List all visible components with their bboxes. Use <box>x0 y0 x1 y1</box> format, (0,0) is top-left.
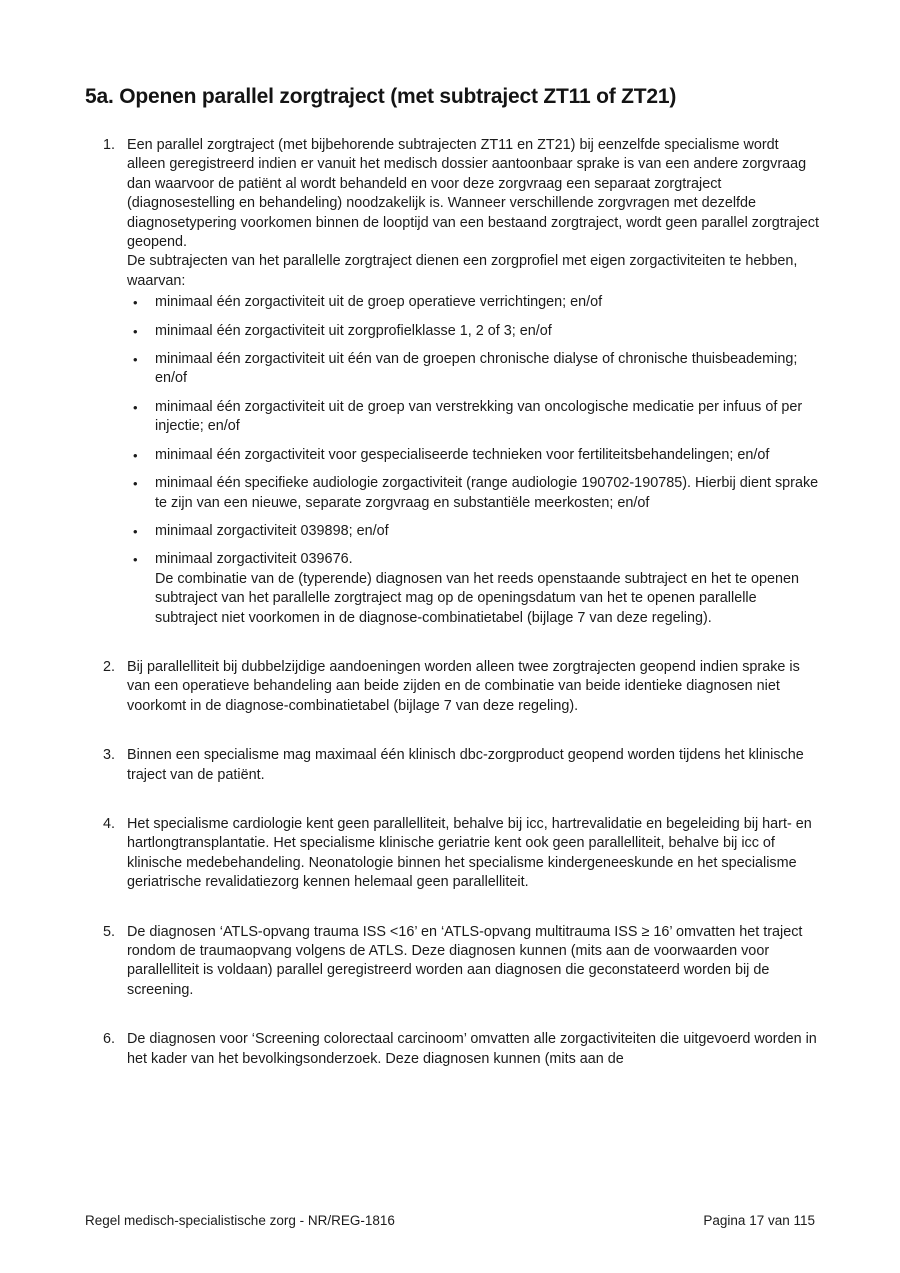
bullet-text: minimaal één zorgactiviteit uit de groep operatieve verrichtingen; en/of <box>155 294 603 311</box>
bullet-text: minimaal zorgactiviteit 039676. <box>155 551 353 568</box>
bullet-text: minimaal zorgactiviteit 039898; en/of <box>155 522 389 539</box>
list-item-5 <box>103 923 820 1001</box>
list-item-2 <box>103 658 820 716</box>
item-paragraph: De diagnosen ‘ATLS-opvang trauma ISS <16’ en ‘ATLS-opvang multitrauma ISS ≥ 16’ omvatten het traject rondom de traumaopvang volgens de ATLS. Deze diagnosen kunnen (mits aan de voorwaarden voor parallelliteit is voldaan) parallel geregistreerd worden aan diagnosen die geconstateerd worden bij de screening. <box>127 923 803 998</box>
bullet-item <box>127 522 820 541</box>
list-item-6 <box>103 1030 820 1069</box>
item-body <box>127 923 820 1001</box>
footer-document-title: Regel medisch-specialistische zorg - NR/REG-1816 <box>85 1213 395 1228</box>
item-number: 4. <box>103 815 116 832</box>
bullet-marker: • <box>133 476 138 492</box>
item-number: 5. <box>103 923 116 940</box>
bullet-text: minimaal één zorgactiviteit voor gespecialiseerde technieken voor fertiliteitsbehandelingen; en/of <box>155 446 770 463</box>
item-paragraph: Een parallel zorgtraject (met bijbehorende subtrajecten ZT11 en ZT21) bij eenzelfde specialisme wordt alleen geregistreerd indien er vanuit het medisch dossier aantoonbaar sprake is van een andere zorgvraag dan waarvoor de patiënt al wordt behandeld en voor deze zorgvraag een separaat zorgtraject (diagnosestelling en behandeling) noodzakelijk is. Wanneer verschillende zorgvragen met dezelfde diagnosetypering voorkomen binnen de looptijd van een bestaand zorgtraject, wordt geen parallel zorgtraject geopend. <box>127 137 819 251</box>
page-footer <box>85 1213 815 1228</box>
bullet-text: minimaal één zorgactiviteit uit één van de groepen chronische dialyse of chronische thuisbeademing; en/of <box>155 351 798 387</box>
item-body <box>127 658 820 716</box>
bullet-text: minimaal één zorgactiviteit uit de groep van verstrekking van oncologische medicatie per infuus of per injectie; en/of <box>155 398 803 435</box>
bullet-item <box>127 293 820 312</box>
bullet-item <box>127 398 820 437</box>
item-paragraph: Binnen een specialisme mag maximaal één klinisch dbc-zorgproduct geopend worden tijdens het klinische traject van de patiënt. <box>127 747 804 783</box>
bullet-marker: • <box>133 552 138 568</box>
bullet-marker: • <box>133 447 138 463</box>
bullet-marker: • <box>133 323 138 339</box>
bullet-text: minimaal één zorgactiviteit uit zorgprofielklasse 1, 2 of 3; en/of <box>155 322 552 339</box>
bullet-continuation: De combinatie van de (typerende) diagnosen van het reeds openstaande subtraject en het te openen subtraject van het parallelle zorgtraject mag op de openingsdatum van het te openen parallelle subtraject niet voorkomen in de diagnose-combinatietabel (bijlage 7 van deze regeling). <box>155 570 800 626</box>
item-body <box>127 136 820 628</box>
bullet-marker: • <box>133 399 138 415</box>
bullet-item <box>127 550 820 628</box>
item-number: 1. <box>103 137 116 153</box>
list-item-1 <box>103 136 820 628</box>
item-paragraph: De diagnosen voor ‘Screening colorectaal carcinoom’ omvatten alle zorgactiviteiten die uitgevoerd worden in het kader van het bevolkingsonderzoek. Deze diagnosen kunnen (mits aan de <box>127 1031 817 1067</box>
item-number: 6. <box>103 1031 116 1048</box>
bullet-marker: • <box>133 295 138 311</box>
item-number: 2. <box>103 658 116 675</box>
bullet-item <box>127 474 820 513</box>
item-paragraph: Het specialisme cardiologie kent geen parallelliteit, behalve bij icc, hartrevalidatie en begeleiding bij hart- en hartlongtransplantatie. Het specialisme klinische geriatrie kent ook geen parallelliteit, behalve bij icc of klinische medebehandeling. Neonatologie binnen het specialisme kindergeneeskunde en het specialisme geriatrische revalidatiezorg kennen helemaal geen parallelliteit. <box>127 815 812 891</box>
item-body <box>127 815 820 893</box>
page-title: 5a. Openen parallel zorgtraject (met subtraject ZT11 of ZT21) <box>85 85 677 108</box>
item-body <box>127 746 820 785</box>
bullet-item <box>127 446 820 465</box>
item-paragraph: De subtrajecten van het parallelle zorgtraject dienen een zorgprofiel met eigen zorgactiviteiten te hebben, waarvan: <box>127 253 798 289</box>
bullet-list <box>127 293 820 628</box>
numbered-list <box>103 136 820 1069</box>
bullet-marker: • <box>133 352 138 368</box>
item-paragraph: Bij parallelliteit bij dubbelzijdige aandoeningen worden alleen twee zorgtrajecten geopend indien sprake is van een operatieve behandeling aan beide zijden en de combinatie van beide identieke diagnosen niet voorkomt in de diagnose-combinatietabel (bijlage 7 van deze regeling). <box>127 658 800 714</box>
footer-page-number: Pagina 17 van 115 <box>703 1213 815 1228</box>
bullet-marker: • <box>133 523 138 539</box>
list-item-3 <box>103 746 820 785</box>
bullet-item <box>127 350 820 389</box>
bullet-item <box>127 322 820 341</box>
item-body <box>127 1030 820 1069</box>
bullet-text: minimaal één specifieke audiologie zorgactiviteit (range audiologie 190702-190785). Hierbij dient sprake te zijn van een nieuwe, separate zorgvraag en substantiële meerkosten; en/of <box>155 475 819 511</box>
list-item-4 <box>103 815 820 893</box>
item-number: 3. <box>103 747 116 764</box>
